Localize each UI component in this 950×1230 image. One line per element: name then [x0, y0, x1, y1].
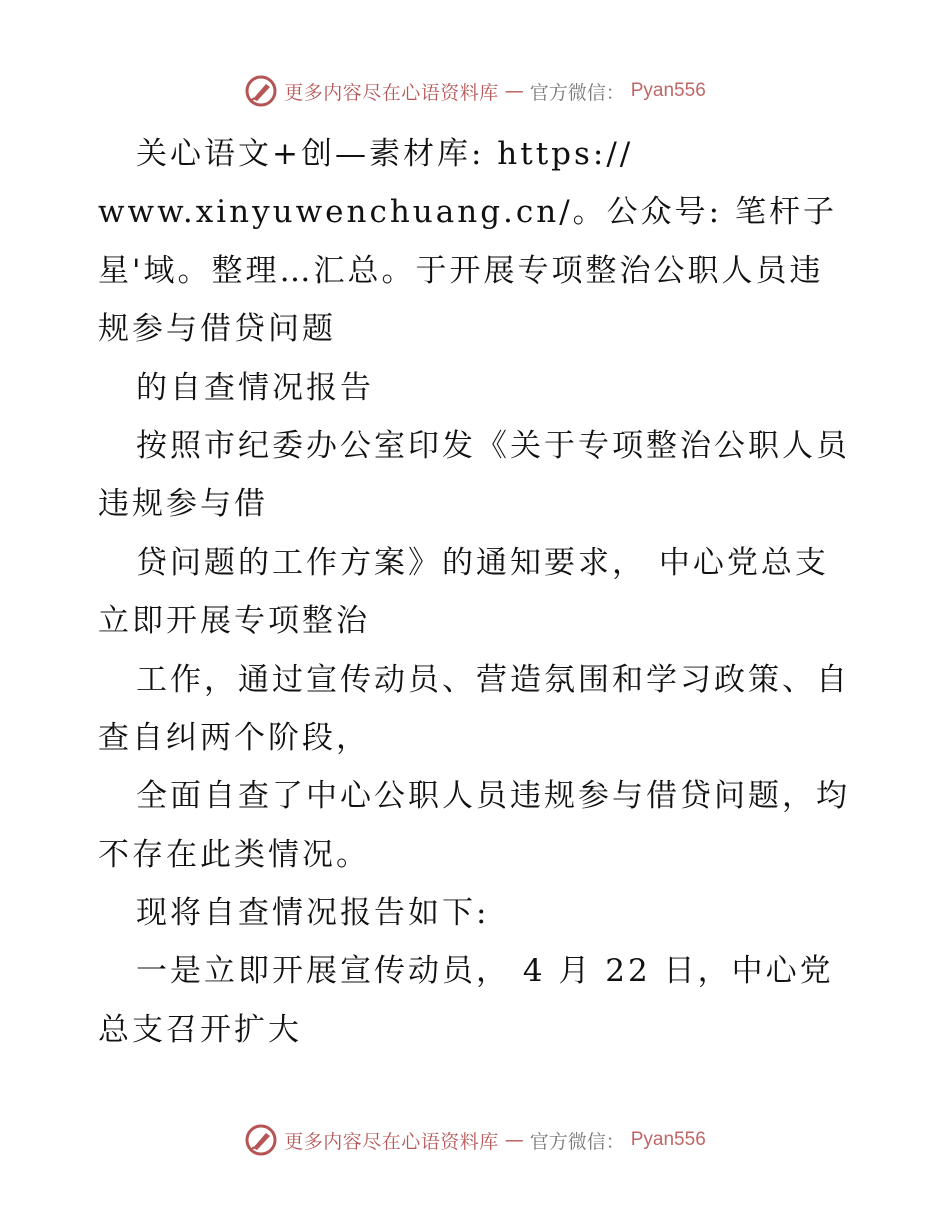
doc-line: 不存在此类情况。: [98, 836, 370, 873]
watermark-official-label: 官方微信：: [529, 81, 625, 104]
watermark-group: [244, 1123, 706, 1157]
footer-watermark: [0, 1120, 950, 1160]
watermark-wechat-id: Pyan556: [630, 80, 706, 101]
doc-line: 星'域。整理…汇总。于开展专项整治公职人员违: [98, 252, 824, 289]
watermark-separator: —: [504, 80, 524, 102]
doc-line: 一是立即开展宣传动员， 4 月 22 日，中心党: [136, 953, 834, 990]
doc-line: 的自查情况报告: [136, 369, 374, 406]
doc-line: 贷问题的工作方案》的通知要求， 中心党总支: [136, 544, 829, 581]
feather-pen-logo-icon: [244, 74, 278, 108]
document-body: [98, 125, 858, 1059]
doc-line: 违规参与借: [98, 486, 268, 523]
doc-line: 现将自查情况报告如下:: [136, 895, 490, 932]
doc-line: 工作，通过宣传动员、营造氛围和学习政策、自: [136, 661, 850, 698]
doc-line: 全面自查了中心公职人员违规参与借贷问题，均: [136, 778, 850, 815]
watermark-official-label: 官方微信：: [529, 1130, 625, 1153]
watermark-group: [244, 74, 706, 108]
watermark-wechat-id: Pyan556: [630, 1129, 706, 1150]
watermark-brand: 更多内容尽在心语资料库: [284, 1130, 499, 1153]
doc-line: 立即开展专项整治: [98, 603, 370, 640]
doc-line: 总支召开扩大: [98, 1011, 302, 1048]
feather-pen-logo-icon: [244, 1123, 278, 1157]
doc-line: 按照市纪委办公室印发《关于专项整治公职人员: [136, 427, 850, 464]
header-watermark: [0, 71, 950, 111]
doc-line: www.xinyuwenchuang.cn/。公众号: 笔杆子: [98, 194, 837, 231]
watermark-separator: —: [504, 1129, 524, 1151]
doc-line: 关心语文+创—素材库: https://: [136, 136, 634, 172]
doc-line: 规参与借贷问题: [98, 311, 336, 348]
doc-line: 查自纠两个阶段，: [98, 719, 370, 756]
watermark-brand: 更多内容尽在心语资料库: [284, 81, 499, 104]
